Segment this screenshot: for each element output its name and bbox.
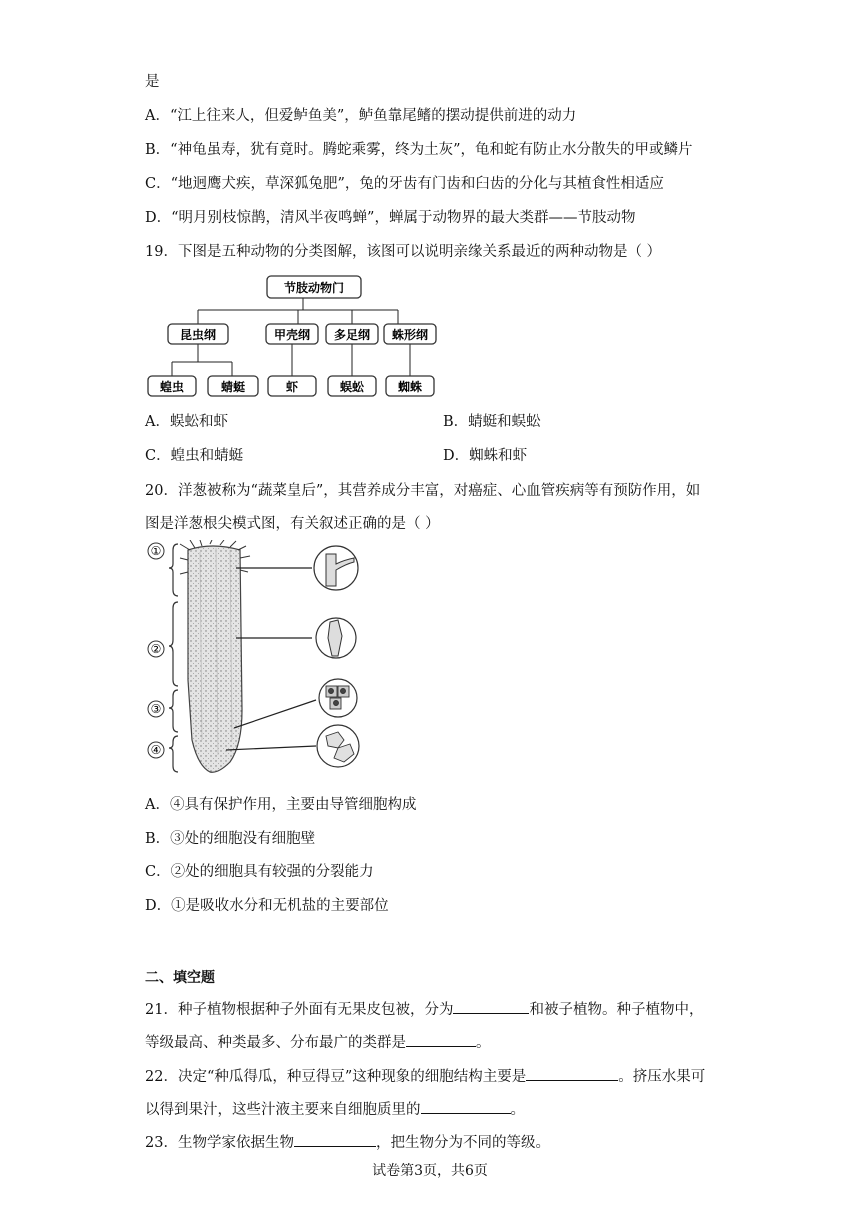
q21-blank-1[interactable] (453, 999, 529, 1014)
diagram-root-node (267, 276, 361, 298)
diagram-animal-nodes (148, 376, 434, 396)
q19-option-d: D．蜘蛛和虾 (443, 448, 528, 464)
q21-blank-2[interactable] (406, 1032, 476, 1047)
q22-text-d: 。 (510, 1102, 525, 1118)
diagram-class-nodes (168, 324, 436, 344)
q22-text-a: 22．决定“种瓜得瓜，种豆得豆”这种现象的细胞结构主要是 (145, 1069, 527, 1085)
classification-diagram (140, 268, 450, 400)
q23-text-a: 23．生物学家依据生物 (145, 1135, 294, 1151)
diagram-animal-spider: 蜘蛛 (397, 380, 423, 394)
diagram-class-arachnid: 蛛形纲 (391, 328, 429, 342)
diagram-animal-centipede: 蜈蚣 (339, 380, 365, 394)
section-title-fill-blank: 二、填空题 (145, 970, 215, 986)
diagram-animal-locust: 蝗虫 (159, 380, 185, 394)
q21-line2 (145, 1032, 491, 1053)
q22-blank-2[interactable] (421, 1099, 511, 1114)
q20-stem-line1: 20．洋葱被称为“蔬菜皇后”，其营养成分丰富，对癌症、心血管疾病等有预防作用，如 (145, 483, 701, 499)
page-footer: 试卷第3页，共6页 (372, 1163, 488, 1179)
q21-line1 (145, 999, 703, 1020)
root-label-3: ③ (150, 702, 162, 716)
root-label-4: ④ (150, 743, 162, 757)
q22-line1 (145, 1066, 705, 1087)
q18-option-a: A．“江上往来人，但爱鲈鱼美”，鲈鱼靠尾鳍的摆动提供前进的动力 (145, 108, 577, 124)
diagram-animal-shrimp: 虾 (285, 380, 299, 394)
q19-option-a: A．蜈蚣和虾 (145, 414, 228, 430)
q20-stem-line2: 图是洋葱根尖模式图，有关叙述正确的是（ ） (145, 516, 440, 532)
q20-option-b: B．③处的细胞没有细胞壁 (145, 831, 316, 847)
q22-text-c: 以得到果汁，这些汁液主要来自细胞质里的 (145, 1102, 421, 1118)
q20-option-c: C．②处的细胞具有较强的分裂能力 (145, 864, 374, 880)
root-label-2: ② (150, 642, 162, 656)
q21-text-c: 等级最高、种类最多、分布最广的类群是 (145, 1035, 406, 1051)
diagram-class-insect: 昆虫纲 (179, 328, 217, 342)
q19-option-b: B．蜻蜓和蜈蚣 (443, 414, 541, 430)
q20-option-a: A．④具有保护作用，主要由导管细胞构成 (145, 797, 417, 813)
q22-text-b: 。挤压水果可 (618, 1069, 706, 1085)
q21-text-a: 21．种子植物根据种子外面有无果皮包被，分为 (145, 1002, 454, 1018)
q23-line1 (145, 1132, 550, 1153)
diagram-root-label: 节肢动物门 (283, 281, 345, 295)
q22-blank-1[interactable] (526, 1066, 618, 1081)
diagram-animal-dragonfly: 蜻蜓 (220, 380, 246, 394)
q21-text-d: 。 (476, 1035, 491, 1051)
q19-stem: 19．下图是五种动物的分类图解，该图可以说明亲缘关系最近的两种动物是（ ） (145, 244, 662, 260)
diagram-class-crustacean: 甲壳纲 (273, 328, 311, 342)
onion-root-tip-diagram (140, 540, 370, 778)
q21-text-b: 和被子植物。种子植物中， (529, 1002, 704, 1018)
q22-line2 (145, 1099, 525, 1120)
diagram-class-myriapod: 多足纲 (333, 328, 371, 342)
root-tip-shape (188, 546, 242, 772)
q18-option-c: C．“地迥鹰犬疾，草深狐兔肥”，兔的牙齿有门齿和臼齿的分化与其植食性相适应 (145, 176, 664, 192)
q18-option-b: B．“神龟虽寿，犹有竟时。腾蛇乘雾，终为土灰”，龟和蛇有防止水分散失的甲或鳞片 (145, 142, 693, 158)
q18-stem-tail: 是 (145, 74, 160, 90)
q23-text-b: ，把生物分为不同的等级。 (375, 1135, 550, 1151)
q18-option-d: D．“明月别枝惊鹊，清风半夜鸣蝉”，蝉属于动物界的最大类群——节肢动物 (145, 210, 636, 226)
q20-option-d: D．①是吸收水分和无机盐的主要部位 (145, 898, 389, 914)
root-label-1: ① (150, 544, 162, 558)
q19-option-c: C．蝗虫和蜻蜓 (145, 448, 244, 464)
q23-blank-1[interactable] (294, 1132, 376, 1147)
